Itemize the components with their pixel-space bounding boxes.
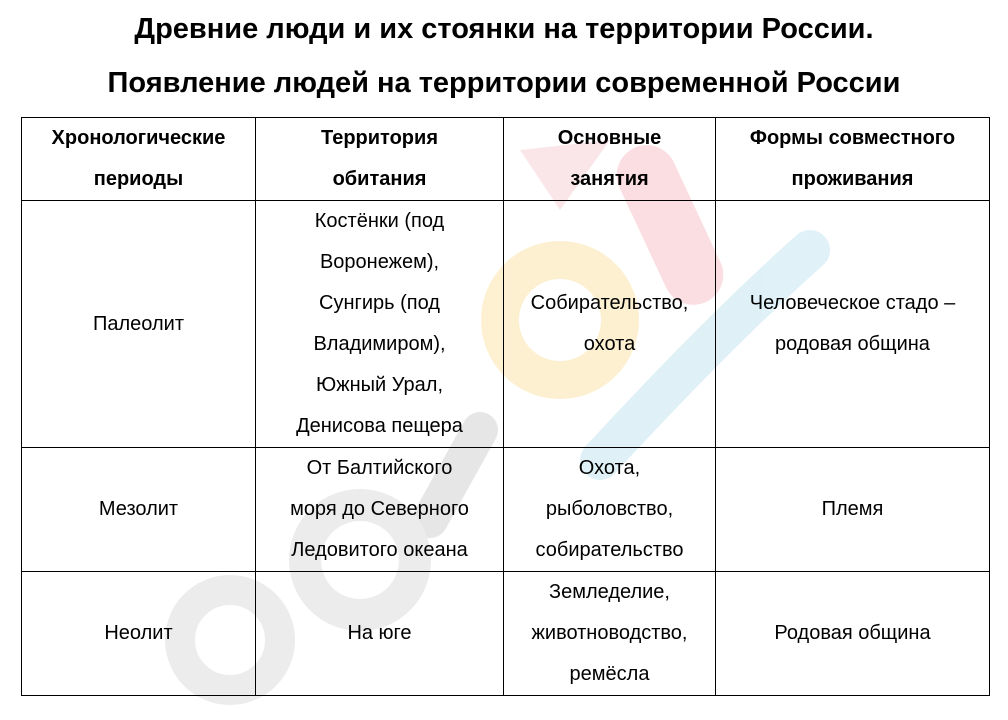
header-periods: Хронологические периоды — [22, 118, 256, 201]
territory-cell: Костёнки (под Воронежем), Сунгирь (под Владимиром), Южный Урал, Денисова пещера — [256, 201, 504, 448]
header-living: Формы совместного проживания — [716, 118, 990, 201]
period-cell: Палеолит — [22, 201, 256, 448]
table-header-row — [22, 118, 990, 201]
period-cell: Неолит — [22, 572, 256, 696]
period-cell: Мезолит — [22, 448, 256, 572]
header-occupations: Основные занятия — [504, 118, 716, 201]
page-title: Древние люди и их стоянки на территории России. — [134, 13, 874, 45]
table-row — [22, 572, 990, 696]
occupations-cell: Земледелие, животноводство, ремёсла — [504, 572, 716, 696]
page-subtitle: Появление людей на территории современной России — [107, 67, 901, 99]
territory-cell: На юге — [256, 572, 504, 696]
living-cell: Родовая община — [716, 572, 990, 696]
history-table — [21, 117, 990, 696]
territory-cell: От Балтийского моря до Северного Ледовитого океана — [256, 448, 504, 572]
living-cell: Человеческое стадо – родовая община — [716, 201, 990, 448]
occupations-cell: Охота, рыболовство, собирательство — [504, 448, 716, 572]
table-row — [22, 448, 990, 572]
table-row — [22, 201, 990, 448]
occupations-cell: Собирательство, охота — [504, 201, 716, 448]
header-territory: Территория обитания — [256, 118, 504, 201]
living-cell: Племя — [716, 448, 990, 572]
